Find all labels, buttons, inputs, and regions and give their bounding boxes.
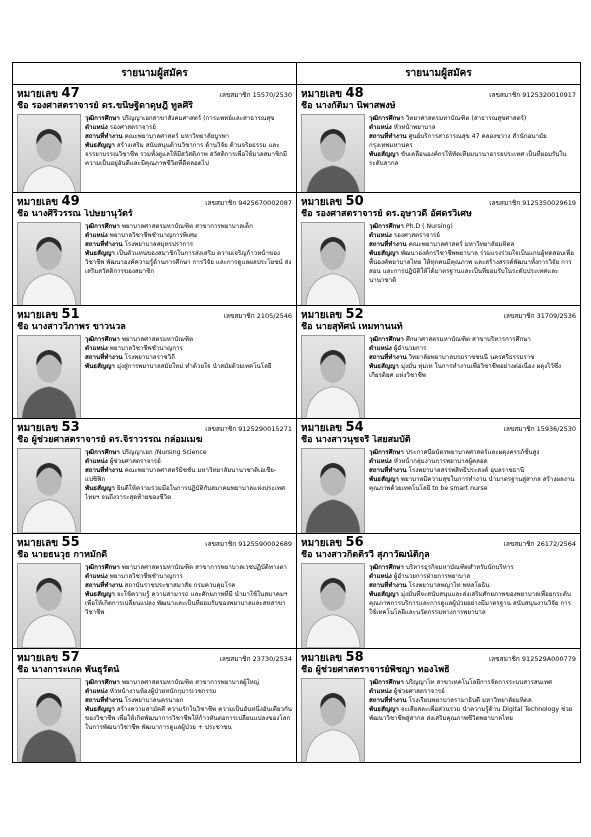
candidate-card [13, 534, 297, 648]
candidate-photo [301, 448, 365, 533]
vision-line: พันธสัญญา เป็นตัวแทนของสมาชิกในการส่งเสริม ความเจริญก้าวหน้าของวิชาชีพ พัฒนาองค์ความรู้ด้านการศึกษา การวิจัย และการดูแลผลประโยชน์ ส่งเสริมสวัสดิการของสมาชิก [85, 250, 292, 275]
candidate-row [13, 193, 580, 306]
candidate-card [297, 649, 580, 762]
candidate-card [297, 419, 580, 533]
candidate-photo [301, 563, 365, 648]
workplace-line: สถานที่ทำงาน โรงพยาบาลพญาไท พหลโยธิน [369, 582, 490, 589]
candidate-name: ชื่อ นายสุทัศน์ เหมทานนท์ [301, 322, 403, 332]
member-id: เลขสมาชิก 9125290015271 [205, 425, 292, 433]
member-id: เลขสมาชิก 9125320010917 [489, 91, 576, 99]
member-id: เลขสมาชิก 2105/2546 [223, 312, 292, 320]
education-line: วุฒิการศึกษา วิทยาศาสตรมหาบัณฑิต (สาธารณสุขศาสตร์) [369, 115, 527, 122]
workplace-line: สถานที่ทำงาน โรงพยาบาลสมุทรปราการ [85, 241, 194, 248]
candidate-card [13, 85, 297, 192]
position-line: ตำแหน่ง หัวหน้ากลุ่มงานการพยาบาลผู้คลอด [369, 458, 488, 465]
member-id: เลขสมาชิก 31709/2536 [503, 312, 576, 320]
candidate-name: ชื่อ นางกัติมา นิพาสพงษ์ [301, 101, 396, 111]
candidate-row [13, 306, 580, 419]
vision-line: พันธสัญญา สร้างความสามัคคี ความรักในวิชาชีพ ความเป็นอันหนึ่งอันเดียวกันของวิชาชีพ เพื่อให้เกิดพัฒนาการวิชาชีพให้ก้าวทันต่อการเปลี่ยนแปลงของโลกในการพัฒนาวิชาชีพ พัฒนาการดูแลผู้ป่วย + ประชาชน [85, 706, 292, 731]
portrait-figure [18, 115, 80, 192]
workplace-line: สถานที่ทำงาน โรงพยาบาลนครนายก [85, 697, 184, 704]
position-line: ตำแหน่ง ผู้ช่วยศาสตราจารย์ [85, 458, 161, 465]
candidate-info [369, 563, 576, 648]
vision-line: พันธสัญญา สร้างเสริม สนับสนุนด้านวิชาการ ด้านวิจัย ด้านจริยธรรม และจรรยาบรรณวิชาชีพ รวมทั้งดูแลให้มีสวัสดิภาพ สวัสดิการเพื่อให้มวลสมาชิกมีความเป็นอยู่อันดีและมีคุณภาพชีวิตที่ดีตลอดไป [85, 142, 287, 167]
vision-line: พันธสัญญา ยินดีให้ความร่วมมือในการปฏิบัติกับสมาคมพยาบาลแห่งประเทศไทยฯ จนถึงวาระสุดท้ายของชีวิต [85, 485, 285, 501]
candidate-name: ชื่อ นางสาววิภาพร ขาวนวล [17, 322, 126, 332]
vision-line: พันธสัญญา พยาบาลมีความสุขในการทำงาน นำมาตรฐานสู่สากล สร้างผลงานคุณภาพด้วยเทคโนโลยี to be smart nurse [369, 476, 575, 492]
candidate-number: หมายเลข 49 [17, 194, 80, 209]
vision-line: พันธสัญญา มุ่งสู่การพยาบาลสมัยใหม่ ทำด้วยใจ นำสมัยด้วยเทคโนโลยี [85, 363, 272, 370]
workplace-line: สถานที่ทำงาน โรงเรียนพยาบาลรามาธิบดี มหาวิทยาลัยมหิดล [369, 697, 532, 704]
candidate-card [297, 85, 580, 192]
candidate-photo [301, 678, 365, 762]
member-id: เลขสมาชิก 15936/2530 [503, 425, 576, 433]
vision-line: พันธสัญญา มุ่งมั่นที่จะสนับสนุนและส่งเสริมศักยภาพของพยาบาลเพื่อยกระดับคุณภาพการบริการและการดูแลผู้ป่วยอย่างมีมาตรฐาน สนับสนุนงานวิจัย การใช้เทคโนโลยีและนวัตกรรมทางการพยาบาล [369, 591, 571, 616]
candidate-photo [301, 222, 365, 305]
candidate-table [12, 62, 581, 763]
position-line: ตำแหน่ง หัวหน้าพยาบาล [369, 124, 436, 131]
portrait-figure [18, 449, 80, 533]
candidate-number: หมายเลข 57 [17, 650, 80, 665]
workplace-line: สถานที่ทำงาน วิทยาลัยพยาบาลบรมราชชนนี นครศรีธรรมราช [369, 354, 535, 361]
education-line: วุฒิการศึกษา ปริญญาเอก /Nursing Science [85, 449, 207, 456]
education-line: วุฒิการศึกษา Ph.D ( Nursing) [369, 223, 453, 230]
candidate-name: ชื่อ นางสาวกิตติ์รวี สุภาวัฒน์ติกุล [301, 550, 430, 560]
position-line: ตำแหน่ง พยาบาลวิชาชีพชำนาญการพิเศษ [85, 232, 197, 239]
candidate-row [13, 649, 580, 762]
member-id: เลขสมาชิก 9425670002087 [205, 199, 292, 207]
member-id: เลขสมาชิก 912529A000779 [488, 655, 576, 663]
candidate-name: ชื่อ ผู้ช่วยศาสตราจารย์พิชญา ทองโพธิ์ [301, 665, 450, 675]
position-line: ตำแหน่ง รองศาสตราจารย์ [85, 124, 156, 131]
vision-line: พันธสัญญา ขับเคลื่อนองค์กรให้ทัดเทียมนานาอารยประเทศ เป็นที่ยอมรับในระดับสากล [369, 151, 567, 167]
candidate-card [297, 534, 580, 648]
candidate-photo [17, 678, 81, 762]
candidate-photo [17, 563, 81, 648]
candidate-row [13, 419, 580, 534]
table-header [13, 63, 580, 85]
portrait-figure [18, 564, 80, 648]
candidate-name: ชื่อ นางสาวนุชจรี ไสยสมบัติ [301, 435, 411, 445]
candidate-info [85, 563, 292, 648]
portrait-figure [302, 679, 364, 762]
candidate-info [85, 448, 292, 533]
candidate-number: หมายเลข 55 [17, 535, 80, 550]
portrait-figure [18, 223, 80, 305]
candidate-name: ชื่อ ผู้ช่วยศาสตราจารย์ ดร.จิราวรรณ กล่อมเมฆ [17, 435, 203, 445]
education-line: วุฒิการศึกษา พยาบาลศาสตรมหาบัณฑิต สาขาการพยาบาลเด็ก [85, 223, 253, 230]
candidate-info [369, 448, 576, 533]
portrait-figure [18, 336, 80, 418]
education-line: วุฒิการศึกษา ปริญญาโท สาขาเทคโนโลยีการจัดการระบบสารสนเทศ [369, 679, 552, 686]
candidate-row [13, 534, 580, 649]
position-line: ตำแหน่ง รองศาสตราจารย์ [369, 232, 440, 239]
portrait-figure [302, 336, 364, 418]
workplace-line: สถานที่ทำงาน คณะพยาบาลศาสตร์มิชชั่น มหาวิทยาลัยนานาชาติเอเชีย-แปซิฟิก [85, 467, 277, 483]
workplace-line: สถานที่ทำงาน โรงพยาบาลราชวิถี [85, 354, 175, 361]
candidate-card [297, 193, 580, 305]
vision-line: พันธสัญญา พัฒนาองค์กรวิชาชีพพยาบาล ร่วมแรงร่วมใจเป็นแกนผู้ทดสอบเพื่อพื้นองค์พยาบาลไทย ให้ทุกคนมีคุณภาพ และสร้างสรรค์พัฒนาทั้งการวิจัย การสอน และการปฏิบัติให้ได้มาตรฐานและเป็นที่ยอมรับในระดับประเทศและนานาชาติ [369, 250, 574, 284]
workplace-line: สถานที่ทำงาน ศูนย์บริการสาธารณสุข 47 คลองขวาง สำนักอนามัย กรุงเทพมหานคร [369, 133, 547, 149]
candidate-card [13, 649, 297, 762]
education-line: วุฒิการศึกษา ศึกษาศาสตรมหาบัณฑิต สาขาบริหารการศึกษา [369, 336, 531, 343]
candidate-number: หมายเลข 54 [301, 420, 364, 435]
education-line: วุฒิการศึกษา พยาบาลศาสตรมหาบัณฑิต [85, 336, 194, 343]
vision-line: พันธสัญญา จะเสียสละเพื่อส่วนรวม นำความรู้ด้าน Digital Technology ช่วยพัฒนาวิชาชีพสู่สากล ส่งเสริมคุณภาพชีวิตพยาบาลไทย [369, 706, 573, 722]
education-line: วุฒิการศึกษา บริหารธุรกิจมหาบัณฑิตสำหรับนักบริหาร [369, 564, 514, 571]
header-right: รายนามผู้สมัคร [405, 68, 472, 79]
position-line: ตำแหน่ง ผู้อำนวยการ [369, 345, 427, 352]
position-line: ตำแหน่ง ผู้อำนวยการฝ่ายการพยาบาล [369, 573, 471, 580]
candidate-photo [17, 335, 81, 418]
candidate-name: ชื่อ รองศาสตราจารย์ ดร.ขนิษฐิดาดุษฎี ทูลศิริ [17, 101, 193, 111]
position-line: ตำแหน่ง พยาบาลวิชาชีพชำนาญการ [85, 573, 183, 580]
candidate-card [13, 306, 297, 418]
candidate-number: หมายเลข 58 [301, 650, 364, 665]
member-id: เลขสมาชิก 26172/2564 [503, 540, 576, 548]
portrait-figure [302, 564, 364, 648]
candidate-number: หมายเลข 50 [301, 194, 364, 209]
candidate-name: ชื่อ นางศิริวรรณ โปษยานุวัตร์ [17, 209, 133, 219]
candidate-info [85, 678, 292, 762]
position-line: ตำแหน่ง หัวหน้างานห้องผู้ป่วยหนักกุมารเวชกรรม [85, 688, 217, 695]
member-id: เลขสมาชิก 9125590002689 [205, 540, 292, 548]
position-line: ตำแหน่ง ผู้ช่วยศาสตราจารย์ [369, 688, 445, 695]
candidate-name: ชื่อ นางการะเกด พันธุรัตน์ [17, 665, 120, 675]
candidate-info [369, 335, 576, 418]
candidate-info [85, 335, 292, 418]
workplace-line: สถานที่ทำงาน คณะพยาบาลศาสตร์ มหาวิทยาลัยมหิดล [369, 241, 515, 248]
candidate-info [369, 114, 576, 192]
candidate-name: ชื่อ รองศาสตราจารย์ ดร.อุษาวดี อัศดรวิเศษ [301, 209, 472, 219]
candidate-photo [301, 335, 365, 418]
vision-line: พันธสัญญา จะใช้ความรู้ ความสามารถ และศักยภาพที่มี นำมาใช้ในสมาคมฯ เพื่อให้เกิดการเปลี่ยนแปลง พัฒนาและเป็นที่ยอมรับของพยาบาลและสหสาขาวิชาชีพ [85, 591, 288, 616]
education-line: วุฒิการศึกษา พยาบาลศาสตรมหาบัณฑิต สาขาการพยาบาลเวชปฏิบัติทางตา [85, 564, 287, 571]
candidate-photo [17, 448, 81, 533]
member-id: เลขสมาชิก 15570/2530 [219, 91, 292, 99]
education-line: วุฒิการศึกษา พยาบาลศาสตรมหาบัณฑิต สาขาการพยาบาลผู้ใหญ่ [85, 679, 259, 686]
candidate-number: หมายเลข 52 [301, 307, 364, 322]
candidate-number: หมายเลข 48 [301, 86, 364, 101]
portrait-figure [302, 115, 364, 192]
candidate-info [85, 222, 292, 305]
candidate-number: หมายเลข 51 [17, 307, 80, 322]
member-id: เลขสมาชิก 9125350029619 [489, 199, 576, 207]
education-line: วุฒิการศึกษา ปริญญาเอกสาขาสังคมศาสตร์ (การแพทย์และสาธารณสุข [85, 115, 275, 122]
education-line: วุฒิการศึกษา ประกาศนียบัตรพยาบาลศาสตร์และผดุงครรภ์ชั้นสูง [369, 449, 540, 456]
candidate-photo [17, 222, 81, 305]
header-left: รายนามผู้สมัคร [13, 63, 297, 84]
candidate-name: ชื่อ นายธนวุธ กาหมักดี [17, 550, 108, 560]
workplace-line: สถานที่ทำงาน สถาบันราชประชาสมาสัย กรมควบคุมโรค [85, 582, 236, 589]
candidate-info [369, 222, 576, 305]
member-id: เลขสมาชิก 23730/2534 [219, 655, 292, 663]
candidate-card [13, 419, 297, 533]
candidate-photo [17, 114, 81, 192]
candidate-number: หมายเลข 53 [17, 420, 80, 435]
vision-line: พันธสัญญา มุ่งมั่น ทุ่มเท ในการทำงานเพื่อวิชาชีพอย่างต่อเนื่อง ผดุงไว้ซึ่งเกียรติยศ แห่งวิชาชีพ [369, 363, 562, 379]
workplace-line: สถานที่ทำงาน คณะพยาบาลศาสตร์ มหาวิทยาลัยบูรพา [85, 133, 230, 140]
candidate-card [297, 306, 580, 418]
candidate-info [85, 114, 292, 192]
portrait-figure [18, 679, 80, 762]
portrait-figure [302, 449, 364, 533]
workplace-line: สถานที่ทำงาน โรงพยาบาลสรรพสิทธิประสงค์ อุบลราชธานี [369, 467, 525, 474]
portrait-figure [302, 223, 364, 305]
candidate-number: หมายเลข 47 [17, 86, 80, 101]
candidate-photo [301, 114, 365, 192]
candidate-row [13, 85, 580, 193]
candidate-info [369, 678, 576, 762]
candidate-number: หมายเลข 56 [301, 535, 364, 550]
position-line: ตำแหน่ง พยาบาลวิชาชีพชำนาญการ [85, 345, 183, 352]
candidate-card [13, 193, 297, 305]
